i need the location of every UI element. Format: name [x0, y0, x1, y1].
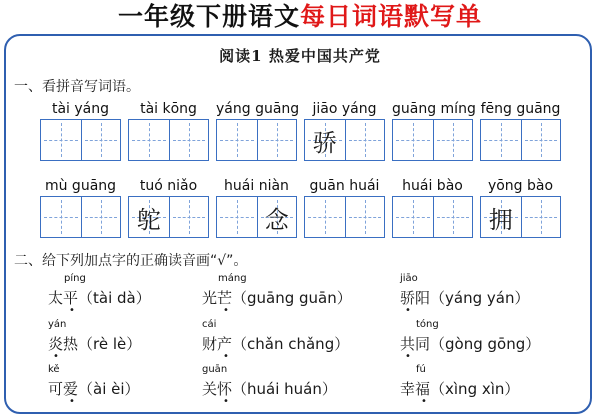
hanzi-char: 念	[264, 205, 289, 234]
hanzi-char	[170, 120, 209, 160]
reading-item	[48, 319, 142, 362]
hanzi-char	[393, 197, 433, 237]
writing-grid[interactable]	[392, 196, 473, 238]
writing-grid[interactable]	[216, 196, 297, 238]
hanzi-char	[82, 120, 121, 160]
title-red: 每日词语默写单	[300, 2, 483, 31]
pinyin-label: tài kōng	[140, 101, 197, 117]
emphasis-dot: •	[421, 396, 427, 407]
pinyin-options[interactable]: （gòng gōng）	[430, 335, 541, 353]
writing-grid[interactable]	[480, 119, 561, 161]
writing-cell[interactable]	[217, 197, 257, 237]
pinyin-label: tuó niǎo	[139, 178, 198, 194]
writing-grid[interactable]	[216, 119, 297, 161]
writing-cell[interactable]	[481, 197, 521, 237]
writing-cell[interactable]	[345, 120, 385, 160]
writing-cell[interactable]	[81, 120, 121, 160]
hanzi-char	[129, 120, 169, 160]
writing-cell[interactable]	[41, 120, 81, 160]
pinyin-label: huái niàn	[224, 178, 289, 194]
writing-cell[interactable]	[217, 120, 257, 160]
item-word: 财产	[202, 335, 233, 353]
hanzi-char	[522, 197, 561, 237]
writing-cell[interactable]	[393, 197, 433, 237]
pinyin-label: huái bào	[402, 178, 463, 194]
pinyin-annotation: tóng	[416, 319, 439, 330]
word-group	[216, 101, 300, 163]
pinyin-annotation: guān	[202, 364, 228, 375]
hanzi-char	[346, 197, 385, 237]
pinyin-options[interactable]: （ài èi）	[78, 380, 140, 398]
pinyin-label: mù guāng	[44, 178, 117, 194]
pinyin-options[interactable]: （chǎn chǎng）	[232, 335, 350, 353]
word-group	[216, 178, 297, 240]
hanzi-char	[41, 197, 81, 237]
emphasis-dot: •	[223, 396, 229, 407]
emphasis-dot: •	[405, 305, 411, 316]
writing-grid[interactable]	[304, 119, 385, 161]
emphasis-dot: •	[223, 351, 229, 362]
item-word: 可爱	[48, 380, 79, 398]
section2-heading: 二、给下列加点字的正确读音画“√”。	[14, 253, 248, 269]
writing-grid[interactable]	[128, 119, 209, 161]
pinyin-annotation: píng	[64, 273, 86, 284]
hanzi-char	[393, 120, 433, 160]
emphasis-dot: •	[69, 305, 75, 316]
hanzi-char	[434, 197, 473, 237]
word-group	[304, 101, 385, 163]
writing-grid[interactable]	[128, 196, 209, 238]
hanzi-char	[258, 120, 297, 160]
reading-item	[202, 364, 337, 407]
writing-grid[interactable]	[480, 196, 561, 238]
writing-grid[interactable]	[40, 196, 121, 238]
writing-cell[interactable]	[345, 197, 385, 237]
word-group	[40, 101, 121, 163]
word-group	[392, 178, 473, 240]
word-group	[304, 178, 385, 240]
writing-cell[interactable]	[257, 197, 297, 237]
writing-cell[interactable]	[481, 120, 521, 160]
pinyin-options[interactable]: （xìng xìn）	[430, 380, 520, 398]
reading-item	[400, 364, 520, 407]
reading-item	[48, 364, 140, 407]
reading-item	[202, 319, 350, 362]
writing-cell[interactable]	[81, 197, 121, 237]
hanzi-char	[434, 120, 473, 160]
emphasis-dot: •	[69, 396, 75, 407]
pinyin-options[interactable]: （huái huán）	[232, 380, 337, 398]
writing-cell[interactable]	[305, 120, 345, 160]
pinyin-label: guāng míng	[392, 101, 476, 117]
item-word: 关怀	[202, 380, 233, 398]
word-group	[40, 178, 121, 240]
writing-cell[interactable]	[129, 120, 169, 160]
hanzi-char	[217, 120, 257, 160]
hanzi-char: 鸵	[136, 205, 161, 234]
word-group	[128, 101, 209, 163]
pinyin-annotation: yán	[48, 319, 67, 330]
title-black: 一年级下册语文	[117, 2, 300, 31]
reading-item	[48, 273, 151, 316]
pinyin-options[interactable]: （guāng guān）	[232, 289, 352, 307]
reading-item	[400, 319, 541, 362]
writing-grid[interactable]	[304, 196, 385, 238]
writing-cell[interactable]	[169, 197, 209, 237]
hanzi-char	[481, 120, 521, 160]
section1-heading: 一、看拼音写词语。	[14, 79, 140, 95]
item-word: 炎热	[48, 335, 79, 353]
pinyin-annotation: cái	[202, 319, 217, 330]
hanzi-char	[82, 197, 121, 237]
word-group	[480, 101, 561, 163]
item-word: 幸福	[400, 380, 431, 398]
reading-item	[202, 273, 352, 316]
writing-cell[interactable]	[169, 120, 209, 160]
writing-cell[interactable]	[433, 197, 473, 237]
pinyin-annotation: jiāo	[400, 273, 418, 284]
pinyin-label: yōng bào	[487, 178, 554, 194]
hanzi-char	[522, 120, 561, 160]
writing-cell[interactable]	[521, 120, 561, 160]
word-group	[128, 178, 209, 240]
emphasis-dot: •	[53, 351, 59, 362]
hanzi-char	[346, 120, 385, 160]
writing-cell[interactable]	[257, 120, 297, 160]
writing-cell[interactable]	[305, 197, 345, 237]
pinyin-options[interactable]: （rè lè）	[78, 335, 142, 353]
pinyin-annotation: kě	[48, 364, 60, 375]
pinyin-label: jiāo yáng	[312, 101, 377, 117]
word-group	[392, 101, 476, 163]
hanzi-char	[41, 120, 81, 160]
word-group	[480, 178, 561, 240]
hanzi-char: 骄	[312, 128, 337, 157]
pinyin-label: guān huái	[309, 178, 380, 194]
hanzi-char: 拥	[488, 205, 513, 234]
item-word: 共同	[400, 335, 431, 353]
reading-item	[400, 273, 530, 316]
pinyin-annotation: máng	[218, 273, 247, 284]
worksheet-title	[0, 0, 600, 34]
writing-cell[interactable]	[433, 120, 473, 160]
writing-cell[interactable]	[393, 120, 433, 160]
writing-grid[interactable]	[392, 119, 473, 161]
pinyin-options[interactable]: （yáng yán）	[430, 289, 530, 307]
hanzi-char	[305, 197, 345, 237]
item-word: 光芒	[202, 289, 233, 307]
emphasis-dot: •	[223, 305, 229, 316]
hanzi-char	[170, 197, 209, 237]
pinyin-annotation: fú	[416, 364, 426, 375]
item-word: 太平	[48, 289, 79, 307]
hanzi-char	[217, 197, 257, 237]
lesson-title: 阅读1 热爱中国共产党	[219, 47, 381, 65]
writing-grid[interactable]	[40, 119, 121, 161]
pinyin-label: fēng guāng	[480, 101, 561, 117]
emphasis-dot: •	[405, 351, 411, 362]
pinyin-label: yáng guāng	[216, 101, 300, 117]
pinyin-options[interactable]: （tài dà）	[78, 289, 151, 307]
writing-cell[interactable]	[129, 197, 169, 237]
writing-cell[interactable]	[521, 197, 561, 237]
pinyin-label: tài yáng	[51, 101, 110, 117]
item-word: 骄阳	[400, 289, 431, 307]
writing-cell[interactable]	[41, 197, 81, 237]
